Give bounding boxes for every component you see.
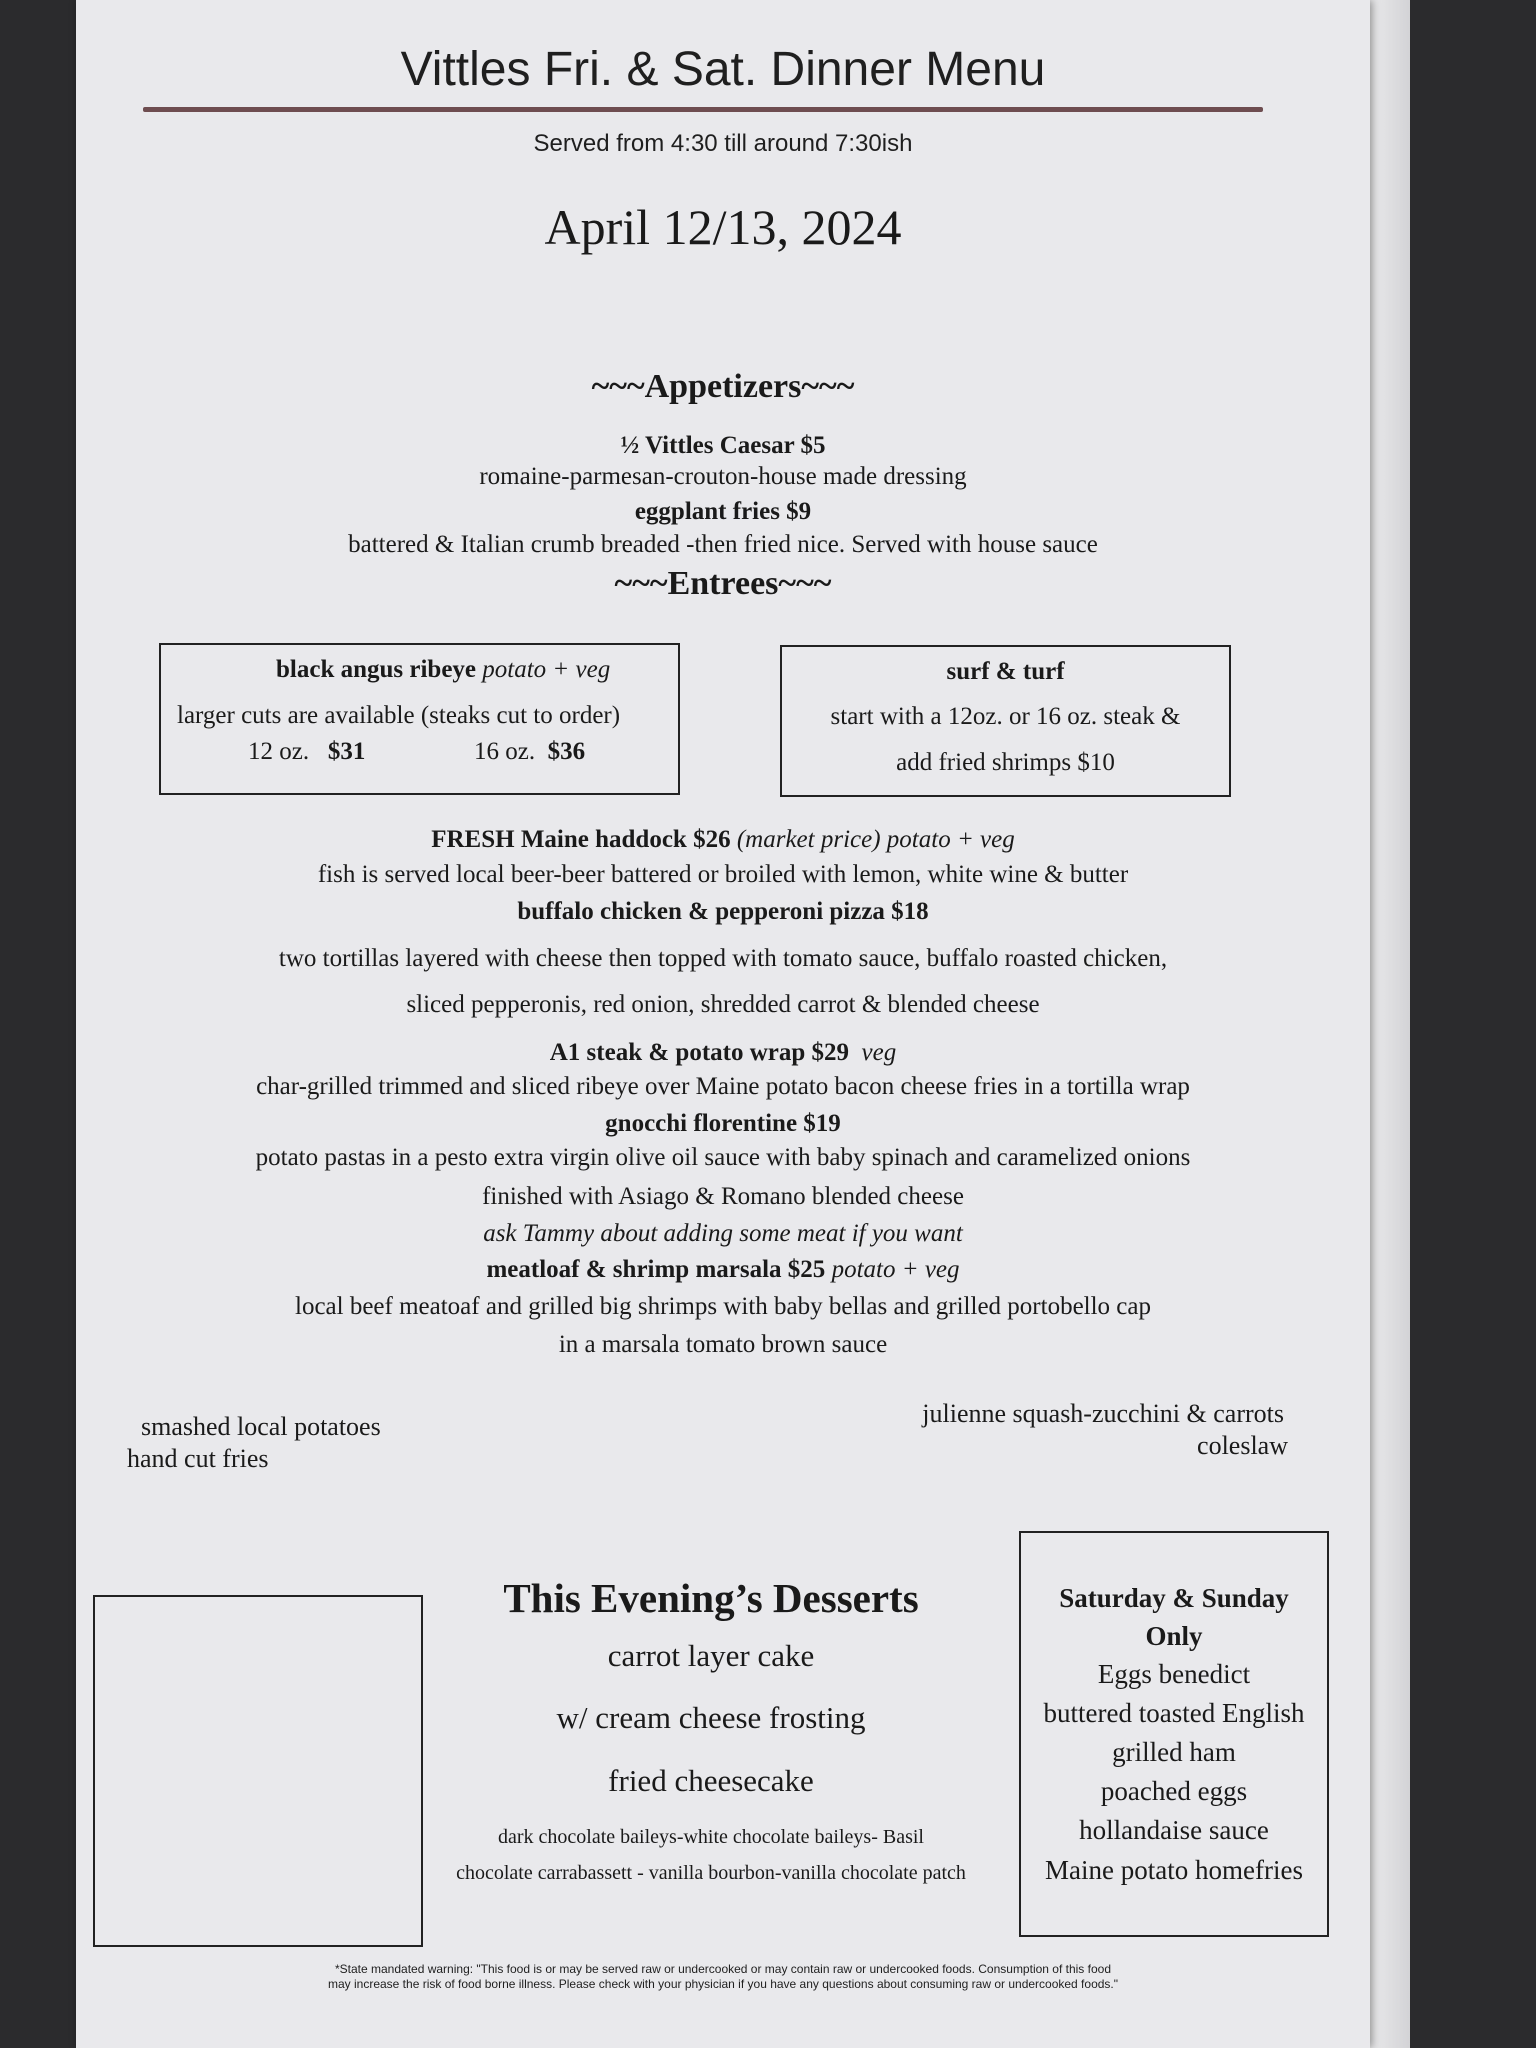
menu-title: Vittles Fri. & Sat. Dinner Menu [400,43,1046,96]
weekend-box [1019,1531,1329,1937]
caesar-desc: romaine-parmesan-crouton-house made dressing [479,463,967,490]
weekend-item-5: hollandaise sauce [1079,1815,1269,1845]
weekend-item-3: grilled ham [1112,1737,1236,1767]
ribeye-desc: larger cuts are available (steaks cut to order) [177,702,621,729]
ribeye-name: black angus ribeye [276,656,477,683]
weekend-item-2: buttered toasted English [1043,1698,1305,1728]
gnocchi-desc-1: potato pastas in a pesto extra virgin olive oil sauce with baby spinach and caramelized onions [255,1144,1191,1171]
surf-turf-line1: start with a 12oz. or 16 oz. steak & [830,703,1181,730]
side-potatoes: smashed local potatoes [141,1412,381,1441]
surf-turf-name: surf & turf [946,658,1065,685]
pizza-desc-2: sliced pepperonis, red onion, shredded carrot & blended cheese [406,991,1040,1018]
surf-turf-line2: add fried shrimps $10 [896,749,1115,776]
dessert-3: fried cheesecake [608,1763,814,1798]
ribeye-16oz: 16 oz. $36 [474,738,586,765]
weekend-heading-1: Saturday & Sunday [1059,1583,1289,1613]
side-squash: julienne squash-zucchini & carrots [922,1399,1284,1428]
eggplant-desc: battered & Italian crumb breaded -then fried nice. Served with house sauce [348,531,1098,558]
ribeye-title [276,656,610,684]
surf-turf-box [780,645,1231,797]
weekend-item-4: poached eggs [1100,1776,1248,1806]
meatloaf-title: meatloaf & shrimp marsala $25 potato + veg [486,1256,960,1283]
desserts-title: This Evening’s Desserts [503,1575,919,1621]
caesar-name: ½ Vittles Caesar $5 [620,432,826,459]
dessert-flavors-2: chocolate carrabassett - vanilla bourbon-vanilla chocolate patch [456,1862,966,1884]
dessert-1: carrot layer cake [607,1638,815,1673]
dessert-flavors-1: dark chocolate baileys-white chocolate baileys- Basil [498,1826,924,1848]
served-hours: Served from 4:30 till around 7:30ish [533,130,913,157]
ribeye-box [159,643,680,795]
weekend-heading-2: Only [1145,1621,1203,1651]
menu-page [76,0,1370,2048]
meatloaf-desc-2: in a marsala tomato brown sauce [558,1331,888,1358]
ribeye-sides: potato + veg [482,656,611,683]
haddock-desc: fish is served local beer-beer battered or broiled with lemon, white wine & butter [317,861,1129,888]
dessert-2: w/ cream cheese frosting [556,1700,866,1735]
ribeye-12oz: 12 oz. $31 [248,738,366,765]
entrees-heading: ~~~Entrees~~~ [614,565,832,602]
haddock-title: FRESH Maine haddock $26 (market price) potato + veg [431,826,1015,853]
wrap-desc: char-grilled trimmed and sliced ribeye over Maine potato bacon cheese fries in a tortilla wrap [256,1073,1190,1100]
appetizers-heading: ~~~Appetizers~~~ [591,368,855,405]
pizza-desc-1: two tortillas layered with cheese then topped with tomato sauce, buffalo roasted chicken, [278,945,1168,972]
eggplant-name: eggplant fries $9 [634,498,812,525]
gnocchi-name: gnocchi florentine $19 [605,1110,841,1137]
food-safety-warning: *State mandated warning: "This food is or may be served raw or undercooked or may contain raw or undercooked foods. Consumption of this food may increase the risk of food borne illness. Please check with your physician if you have any questions about consuming raw or undercooked foods." [327,1962,1119,1991]
title-rule [143,107,1263,112]
wrap-title: A1 steak & potato wrap $29 veg [549,1039,897,1066]
gnocchi-note: ask Tammy about adding some meat if you want [483,1220,963,1247]
weekend-item-1: Eggs benedict [1097,1659,1251,1689]
side-coleslaw: coleslaw [1197,1431,1288,1460]
pizza-name: buffalo chicken & pepperoni pizza $18 [517,898,929,925]
side-fries: hand cut fries [127,1444,269,1473]
weekend-item-6: Maine potato homefries [1045,1855,1303,1885]
gnocchi-desc-2: finished with Asiago & Romano blended cheese [482,1183,964,1210]
meatloaf-desc-1: local beef meatoaf and grilled big shrimps with baby bellas and grilled portobello cap [295,1293,1151,1320]
menu-date: April 12/13, 2024 [544,199,902,255]
